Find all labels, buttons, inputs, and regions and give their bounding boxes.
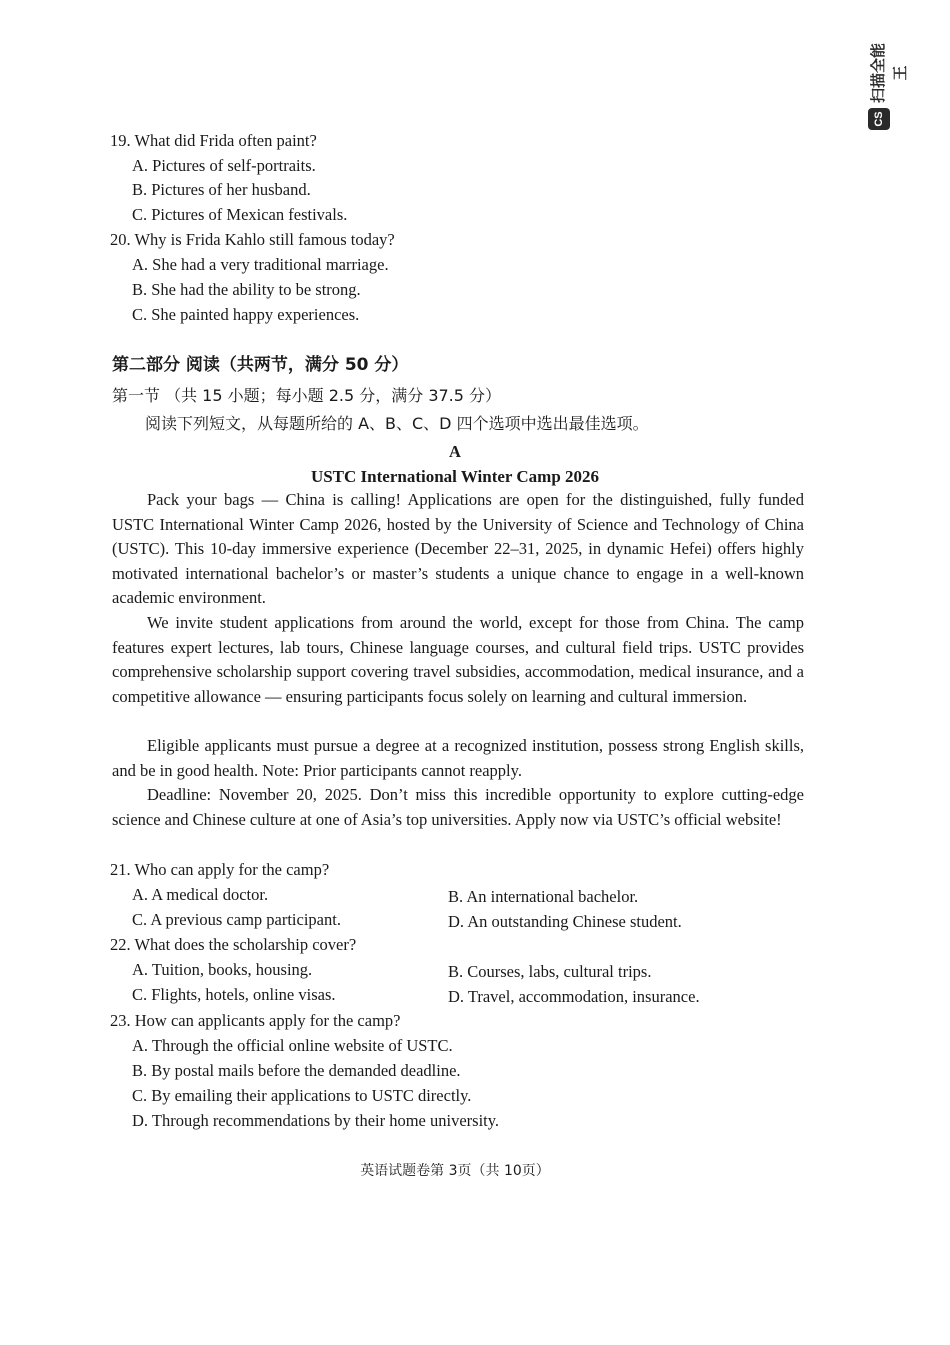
passage-paragraph-3: Eligible applicants must pursue a degree at a recognized institution, possess strong English skills, and be in good health. Note: Prior participants cannot reapply. (112, 736, 804, 780)
question-19-option-b: B. Pictures of her husband. (132, 180, 311, 199)
question-21-option-a: A. A medical doctor. (132, 885, 269, 904)
camscanner-logo (868, 44, 918, 134)
passage-paragraph-4: Deadline: November 20, 2025. Don’t miss this incredible opportunity to explore cutting-edge science and Chinese culture at one of Asia’s top universities. Apply now via USTC’s official website! (112, 785, 804, 829)
question-21-option-d: D. An outstanding Chinese student. (448, 912, 682, 931)
question-22-stem: 22. What does the scholarship cover? (110, 935, 357, 954)
part2-title: 第二部分 阅读（共两节，满分 50 分） (112, 355, 409, 375)
question-22-option-a: A. Tuition, books, housing. (132, 960, 313, 979)
question-23-option-b: B. By postal mails before the demanded deadline. (132, 1061, 461, 1080)
cs-badge-icon: CS (868, 108, 890, 130)
question-23-option-a: A. Through the official online website of USTC. (132, 1036, 453, 1055)
reading-instruction: 阅读下列短文，从每题所给的 A、B、C、D 四个选项中选出最佳选项。 (145, 414, 649, 433)
question-23-option-c: C. By emailing their applications to USTC directly. (132, 1086, 472, 1105)
question-20-option-b: B. She had the ability to be strong. (132, 280, 361, 299)
question-19-option-c: C. Pictures of Mexican festivals. (132, 205, 348, 224)
passage-paragraph-1: Pack your bags — China is calling! Applications are open for the distinguished, fully funded USTC International Winter Camp 2026, hosted by the University of Science and Technology of China (USTC). This 10-day immersive experience (December 22–31, 2025, in dynamic Hefei) offers highly motivated international bachelor’s or master’s students a unique chance to engage in a well-known academic environment. (112, 490, 804, 607)
passage-title: USTC International Winter Camp 2026 (310, 467, 600, 486)
question-19-stem: 19. What did Frida often paint? (110, 131, 317, 150)
question-19-option-a: A. Pictures of self-portraits. (132, 156, 316, 175)
question-20-stem: 20. Why is Frida Kahlo still famous today? (110, 230, 395, 249)
question-21-stem: 21. Who can apply for the camp? (110, 860, 330, 879)
passage-letter: A (449, 442, 461, 461)
question-22-option-c: C. Flights, hotels, online visas. (132, 985, 336, 1004)
question-22-option-d: D. Travel, accommodation, insurance. (448, 987, 700, 1006)
section1-heading: 第一节 （共 15 小题；每小题 2.5 分，满分 37.5 分） (112, 386, 502, 405)
question-21-option-b: B. An international bachelor. (448, 887, 639, 906)
question-20-option-c: C. She painted happy experiences. (132, 305, 360, 324)
question-21-option-c: C. A previous camp participant. (132, 910, 341, 929)
question-23-stem: 23. How can applicants apply for the camp? (110, 1011, 401, 1030)
passage-paragraph-2: We invite student applications from around the world, except for those from China. The camp features expert lectures, lab tours, Chinese language courses, and cultural field trips. USTC provides comprehensive scholarship support covering travel subsidies, accommodation, medical insurance, and a competitive allowance — ensuring participants focus solely on learning and cultural immersion. (112, 613, 804, 706)
question-23-option-d: D. Through recommendations by their home university. (132, 1111, 500, 1130)
page-footer: 英语试题卷第 3页（共 10页） (360, 1163, 550, 1179)
question-22-option-b: B. Courses, labs, cultural trips. (448, 962, 652, 981)
logo-name: 扫描全能王 (869, 43, 909, 104)
question-20-option-a: A. She had a very traditional marriage. (132, 255, 389, 274)
